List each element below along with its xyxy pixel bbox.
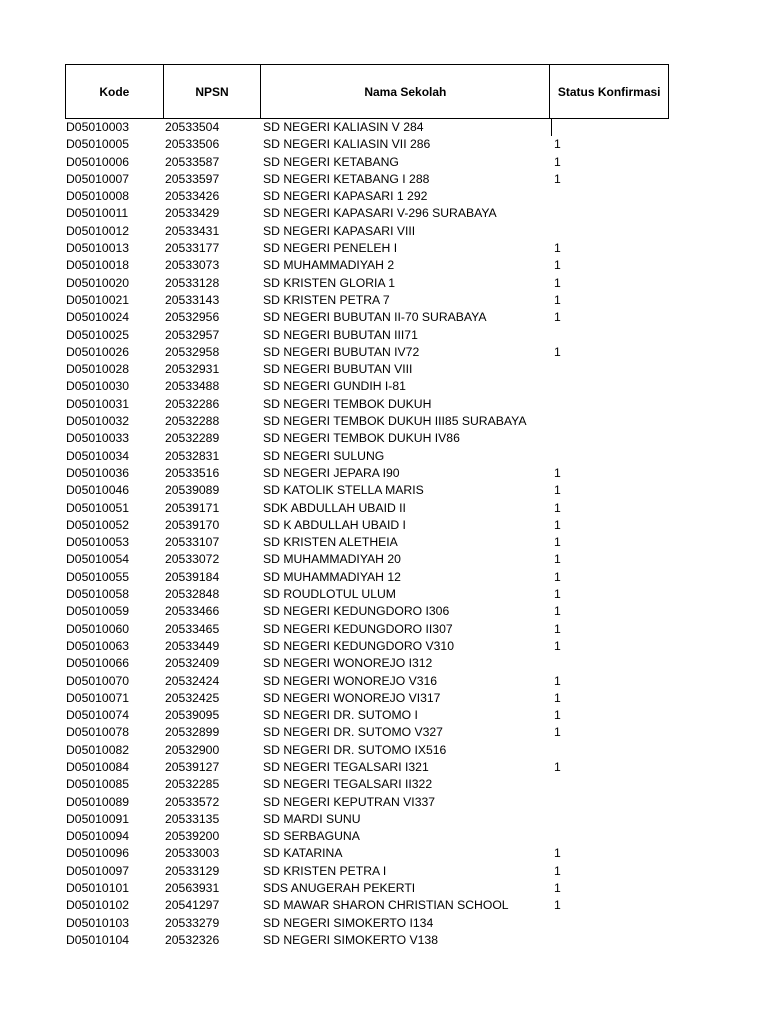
cell-nama-sekolah: SD KATARINA xyxy=(263,846,343,861)
cell-status-konfirmasi xyxy=(551,915,669,932)
cell-status-konfirmasi: 1 xyxy=(554,569,561,584)
cell-nama-sekolah: SD NEGERI DR. SUTOMO IX516 xyxy=(263,742,447,757)
cell-npsn: 20532956 xyxy=(165,310,220,325)
cell-status-konfirmasi: 1 xyxy=(554,587,561,602)
table-row xyxy=(65,603,669,620)
cell-nama-sekolah: SD NEGERI KEDUNGDORO I306 xyxy=(263,604,450,619)
table-row xyxy=(65,811,669,828)
cell-nama-sekolah: SD NEGERI GUNDIH I-81 xyxy=(263,379,406,394)
table-row xyxy=(65,136,669,153)
cell-npsn: 20533465 xyxy=(165,621,220,636)
cell-status-konfirmasi: 1 xyxy=(554,465,561,480)
table-row xyxy=(65,845,669,862)
table-row xyxy=(65,448,669,465)
cell-kode: D05010058 xyxy=(66,587,130,602)
cell-npsn: 20533516 xyxy=(165,465,220,480)
cell-nama-sekolah: SD NEGERI DR. SUTOMO V327 xyxy=(263,725,443,740)
cell-kode: D05010036 xyxy=(66,465,130,480)
cell-status-konfirmasi: 1 xyxy=(554,708,561,723)
cell-kode: D05010089 xyxy=(66,794,130,809)
cell-status-konfirmasi xyxy=(551,188,669,205)
cell-npsn: 20533003 xyxy=(165,846,220,861)
cell-status-konfirmasi: 1 xyxy=(554,846,561,861)
cell-kode: D05010003 xyxy=(66,120,130,134)
table-row xyxy=(65,361,669,378)
cell-nama-sekolah: SD NEGERI KEPUTRAN VI337 xyxy=(263,794,436,809)
cell-npsn: 20533431 xyxy=(165,223,220,238)
cell-status-konfirmasi xyxy=(551,828,669,845)
cell-npsn: 20541297 xyxy=(165,898,220,913)
cell-kode: D05010012 xyxy=(66,223,130,238)
cell-status-konfirmasi xyxy=(551,430,669,447)
cell-nama-sekolah: SD NEGERI TEMBOK DUKUH IV86 xyxy=(263,431,460,446)
table-row xyxy=(65,863,669,880)
cell-status-konfirmasi xyxy=(551,448,669,465)
cell-npsn: 20532288 xyxy=(165,414,220,429)
table-row xyxy=(65,690,669,707)
cell-nama-sekolah: SD NEGERI BUBUTAN VIII xyxy=(263,362,413,377)
table-row xyxy=(65,932,669,949)
cell-nama-sekolah: SD KRISTEN PETRA 7 xyxy=(263,292,390,307)
cell-nama-sekolah: SDK ABDULLAH UBAID II xyxy=(263,500,406,515)
cell-kode: D05010055 xyxy=(66,569,130,584)
table-row xyxy=(65,344,669,361)
cell-nama-sekolah: SD SERBAGUNA xyxy=(263,829,360,844)
cell-kode: D05010030 xyxy=(66,379,130,394)
cell-kode: D05010101 xyxy=(66,881,130,896)
cell-npsn: 20563931 xyxy=(165,881,220,896)
cell-status-konfirmasi: 1 xyxy=(554,673,561,688)
table-body xyxy=(65,119,669,949)
table-row xyxy=(65,517,669,534)
cell-nama-sekolah: SD NEGERI KEDUNGDORO II307 xyxy=(263,621,453,636)
cell-status-konfirmasi xyxy=(551,794,669,811)
cell-npsn: 20532848 xyxy=(165,587,220,602)
cell-npsn: 20532900 xyxy=(165,742,220,757)
cell-npsn: 20533072 xyxy=(165,552,220,567)
cell-npsn: 20532424 xyxy=(165,673,220,688)
cell-kode: D05010102 xyxy=(66,898,130,913)
table-row xyxy=(65,171,669,188)
cell-kode: D05010046 xyxy=(66,483,130,498)
cell-kode: D05010082 xyxy=(66,742,130,757)
cell-nama-sekolah: SD ROUDLOTUL ULUM xyxy=(263,587,396,602)
table-row xyxy=(65,292,669,309)
cell-status-konfirmasi: 1 xyxy=(554,292,561,307)
cell-status-konfirmasi: 1 xyxy=(554,275,561,290)
cell-kode: D05010021 xyxy=(66,292,130,307)
cell-status-konfirmasi: 1 xyxy=(554,258,561,273)
cell-status-konfirmasi xyxy=(551,655,669,672)
cell-npsn: 20532286 xyxy=(165,396,220,411)
table-row xyxy=(65,154,669,171)
cell-status-konfirmasi: 1 xyxy=(554,483,561,498)
cell-kode: D05010028 xyxy=(66,362,130,377)
cell-status-konfirmasi xyxy=(551,396,669,413)
cell-status-konfirmasi: 1 xyxy=(554,604,561,619)
cell-nama-sekolah: SD KRISTEN ALETHEIA xyxy=(263,535,398,550)
table-row xyxy=(65,430,669,447)
cell-kode: D05010025 xyxy=(66,327,130,342)
cell-kode: D05010051 xyxy=(66,500,130,515)
cell-kode: D05010053 xyxy=(66,535,130,550)
cell-status-konfirmasi xyxy=(551,327,669,344)
cell-status-konfirmasi: 1 xyxy=(554,154,561,169)
cell-npsn: 20539171 xyxy=(165,500,220,515)
cell-nama-sekolah: SD K ABDULLAH UBAID I xyxy=(263,517,406,532)
cell-nama-sekolah: SD NEGERI WONOREJO VI317 xyxy=(263,690,441,705)
cell-npsn: 20533429 xyxy=(165,206,220,221)
table-row xyxy=(65,205,669,222)
cell-nama-sekolah: SD NEGERI BUBUTAN II-70 SURABAYA xyxy=(263,310,487,325)
table-row xyxy=(65,638,669,655)
cell-kode: D05010024 xyxy=(66,310,130,325)
cell-kode: D05010059 xyxy=(66,604,130,619)
cell-npsn: 20533597 xyxy=(165,171,220,186)
cell-nama-sekolah: SD MUHAMMADIYAH 2 xyxy=(263,258,395,273)
cell-nama-sekolah: SD NEGERI KAPASARI VIII xyxy=(263,223,416,238)
cell-npsn: 20533135 xyxy=(165,811,220,826)
header-npsn: NPSN xyxy=(164,65,262,118)
cell-kode: D05010018 xyxy=(66,258,130,273)
cell-status-konfirmasi: 1 xyxy=(554,500,561,515)
table-row xyxy=(65,794,669,811)
cell-npsn: 20533466 xyxy=(165,604,220,619)
cell-npsn: 20533107 xyxy=(165,535,220,550)
cell-kode: D05010005 xyxy=(66,137,130,152)
cell-npsn: 20533073 xyxy=(165,258,220,273)
cell-kode: D05010011 xyxy=(66,206,129,221)
cell-nama-sekolah: SD MUHAMMADIYAH 12 xyxy=(263,569,401,584)
cell-nama-sekolah: SD NEGERI KALIASIN V 284 xyxy=(263,120,424,134)
cell-npsn: 20533506 xyxy=(165,137,220,152)
cell-npsn: 20532931 xyxy=(165,362,220,377)
cell-npsn: 20532831 xyxy=(165,448,220,463)
cell-status-konfirmasi xyxy=(551,378,669,395)
cell-nama-sekolah: SD NEGERI KEDUNGDORO V310 xyxy=(263,638,454,653)
cell-status-konfirmasi: 1 xyxy=(554,171,561,186)
cell-npsn: 20532957 xyxy=(165,327,220,342)
cell-status-konfirmasi: 1 xyxy=(554,863,561,878)
cell-nama-sekolah: SD NEGERI KALIASIN VII 286 xyxy=(263,137,431,152)
cell-nama-sekolah: SD NEGERI TEMBOK DUKUH III85 SURABAYA xyxy=(263,414,527,429)
cell-status-konfirmasi: 1 xyxy=(554,535,561,550)
cell-kode: D05010074 xyxy=(66,708,130,723)
cell-npsn: 20533587 xyxy=(165,154,220,169)
cell-kode: D05010032 xyxy=(66,414,130,429)
cell-kode: D05010103 xyxy=(66,915,130,930)
cell-nama-sekolah: SD KRISTEN GLORIA 1 xyxy=(263,275,396,290)
cell-kode: D05010054 xyxy=(66,552,130,567)
cell-nama-sekolah: SD NEGERI KETABANG xyxy=(263,154,399,169)
cell-npsn: 20533572 xyxy=(165,794,220,809)
cell-kode: D05010052 xyxy=(66,517,130,532)
cell-kode: D05010006 xyxy=(66,154,130,169)
cell-npsn: 20532409 xyxy=(165,656,220,671)
cell-nama-sekolah: SD NEGERI WONOREJO I312 xyxy=(263,656,433,671)
cell-nama-sekolah: SD MARDI SUNU xyxy=(263,811,361,826)
cell-kode: D05010066 xyxy=(66,656,130,671)
cell-kode: D05010020 xyxy=(66,275,130,290)
table-row xyxy=(65,534,669,551)
cell-status-konfirmasi: 1 xyxy=(554,241,561,256)
cell-nama-sekolah: SD NEGERI TEGALSARI II322 xyxy=(263,777,433,792)
cell-npsn: 20539095 xyxy=(165,708,220,723)
cell-status-konfirmasi: 1 xyxy=(554,690,561,705)
table-header-row xyxy=(65,64,669,119)
cell-nama-sekolah: SD MUHAMMADIYAH 20 xyxy=(263,552,401,567)
cell-nama-sekolah: SD NEGERI BUBUTAN III71 xyxy=(263,327,418,342)
cell-kode: D05010008 xyxy=(66,189,130,204)
table-row xyxy=(65,655,669,672)
cell-status-konfirmasi xyxy=(551,413,669,430)
cell-npsn: 20533129 xyxy=(165,863,220,878)
cell-kode: D05010094 xyxy=(66,829,130,844)
cell-nama-sekolah: SD NEGERI DR. SUTOMO I xyxy=(263,708,418,723)
cell-nama-sekolah: SD NEGERI PENELEH I xyxy=(263,241,398,256)
table-row xyxy=(65,223,669,240)
cell-kode: D05010104 xyxy=(66,932,130,947)
table-row xyxy=(65,551,669,568)
header-nama-sekolah: Nama Sekolah xyxy=(261,65,550,118)
table-row xyxy=(65,880,669,897)
cell-kode: D05010007 xyxy=(66,171,130,186)
cell-npsn: 20533177 xyxy=(165,241,220,256)
cell-kode: D05010026 xyxy=(66,344,130,359)
table-row xyxy=(65,897,669,914)
table-row xyxy=(65,188,669,205)
table-row xyxy=(65,240,669,257)
table-row xyxy=(65,828,669,845)
cell-status-konfirmasi: 1 xyxy=(554,137,561,152)
table-row xyxy=(65,569,669,586)
cell-npsn: 20533426 xyxy=(165,189,220,204)
cell-kode: D05010091 xyxy=(66,811,130,826)
header-kode: Kode xyxy=(66,65,164,118)
cell-npsn: 20533449 xyxy=(165,638,220,653)
cell-npsn: 20533143 xyxy=(165,292,220,307)
cell-status-konfirmasi: 1 xyxy=(554,552,561,567)
cell-npsn: 20532326 xyxy=(165,932,220,947)
cell-nama-sekolah: SD MAWAR SHARON CHRISTIAN SCHOOL xyxy=(263,898,509,913)
cell-nama-sekolah: SD NEGERI BUBUTAN IV72 xyxy=(263,344,420,359)
table-row xyxy=(65,621,669,638)
table-row xyxy=(65,673,669,690)
cell-npsn: 20539184 xyxy=(165,569,220,584)
cell-kode: D05010071 xyxy=(66,690,130,705)
cell-status-konfirmasi xyxy=(551,776,669,793)
table-row xyxy=(65,413,669,430)
table-row xyxy=(65,742,669,759)
cell-nama-sekolah: SD NEGERI SIMOKERTO I134 xyxy=(263,915,434,930)
cell-npsn: 20539170 xyxy=(165,517,220,532)
table-row xyxy=(65,707,669,724)
table-row xyxy=(65,776,669,793)
table-row xyxy=(65,759,669,776)
cell-status-konfirmasi xyxy=(551,361,669,378)
table-row xyxy=(65,500,669,517)
cell-kode: D05010097 xyxy=(66,863,130,878)
cell-nama-sekolah: SD NEGERI KAPASARI V-296 SURABAYA xyxy=(263,206,497,221)
table-row xyxy=(65,119,669,136)
table-row xyxy=(65,915,669,932)
cell-npsn: 20533504 xyxy=(165,120,220,134)
cell-nama-sekolah: SD NEGERI JEPARA I90 xyxy=(263,465,400,480)
table-row xyxy=(65,327,669,344)
table-row xyxy=(65,465,669,482)
cell-status-konfirmasi: 1 xyxy=(554,344,561,359)
cell-npsn: 20539127 xyxy=(165,759,220,774)
cell-status-konfirmasi: 1 xyxy=(554,759,561,774)
table-row xyxy=(65,396,669,413)
cell-nama-sekolah: SD NEGERI TEMBOK DUKUH xyxy=(263,396,432,411)
cell-status-konfirmasi xyxy=(551,932,669,949)
cell-nama-sekolah: SD NEGERI SULUNG xyxy=(263,448,385,463)
cell-status-konfirmasi xyxy=(551,223,669,240)
cell-npsn: 20533279 xyxy=(165,915,220,930)
cell-kode: D05010096 xyxy=(66,846,130,861)
cell-npsn: 20532958 xyxy=(165,344,220,359)
cell-status-konfirmasi: 1 xyxy=(554,517,561,532)
cell-kode: D05010033 xyxy=(66,431,130,446)
header-status-konfirmasi: Status Konfirmasi xyxy=(557,84,661,99)
cell-npsn: 20532899 xyxy=(165,725,220,740)
school-table xyxy=(65,64,669,949)
cell-status-konfirmasi: 1 xyxy=(554,725,561,740)
table-row xyxy=(65,586,669,603)
cell-status-konfirmasi: 1 xyxy=(554,881,561,896)
cell-status-konfirmasi xyxy=(551,811,669,828)
cell-kode: D05010070 xyxy=(66,673,130,688)
cell-nama-sekolah: SD NEGERI KETABANG I 288 xyxy=(263,171,430,186)
cell-kode: D05010063 xyxy=(66,638,130,653)
cell-status-konfirmasi xyxy=(551,205,669,222)
cell-kode: D05010085 xyxy=(66,777,130,792)
cell-kode: D05010031 xyxy=(66,396,130,411)
cell-kode: D05010084 xyxy=(66,759,130,774)
table-row xyxy=(65,378,669,395)
cell-kode: D05010078 xyxy=(66,725,130,740)
cell-npsn: 20532285 xyxy=(165,777,220,792)
cell-nama-sekolah: SD NEGERI SIMOKERTO V138 xyxy=(263,932,438,947)
table-row xyxy=(65,482,669,499)
cell-status-konfirmasi xyxy=(551,742,669,759)
cell-nama-sekolah: SD KRISTEN PETRA I xyxy=(263,863,387,878)
cell-nama-sekolah: SDS ANUGERAH PEKERTI xyxy=(263,881,416,896)
cell-npsn: 20532425 xyxy=(165,690,220,705)
table-row xyxy=(65,724,669,741)
cell-status-konfirmasi xyxy=(551,119,669,136)
cell-npsn: 20533488 xyxy=(165,379,220,394)
cell-npsn: 20533128 xyxy=(165,275,220,290)
cell-npsn: 20539089 xyxy=(165,483,220,498)
table-row xyxy=(65,257,669,274)
cell-kode: D05010034 xyxy=(66,448,130,463)
table-row xyxy=(65,309,669,326)
cell-nama-sekolah: SD NEGERI TEGALSARI I321 xyxy=(263,759,429,774)
cell-status-konfirmasi: 1 xyxy=(554,898,561,913)
table-row xyxy=(65,275,669,292)
cell-nama-sekolah: SD NEGERI WONOREJO V316 xyxy=(263,673,438,688)
cell-nama-sekolah: SD KATOLIK STELLA MARIS xyxy=(263,483,424,498)
cell-npsn: 20539200 xyxy=(165,829,220,844)
cell-kode: D05010013 xyxy=(66,241,130,256)
cell-status-konfirmasi: 1 xyxy=(554,621,561,636)
cell-npsn: 20532289 xyxy=(165,431,220,446)
cell-status-konfirmasi: 1 xyxy=(554,638,561,653)
cell-kode: D05010060 xyxy=(66,621,130,636)
cell-nama-sekolah: SD NEGERI KAPASARI 1 292 xyxy=(263,189,428,204)
cell-status-konfirmasi: 1 xyxy=(554,310,561,325)
